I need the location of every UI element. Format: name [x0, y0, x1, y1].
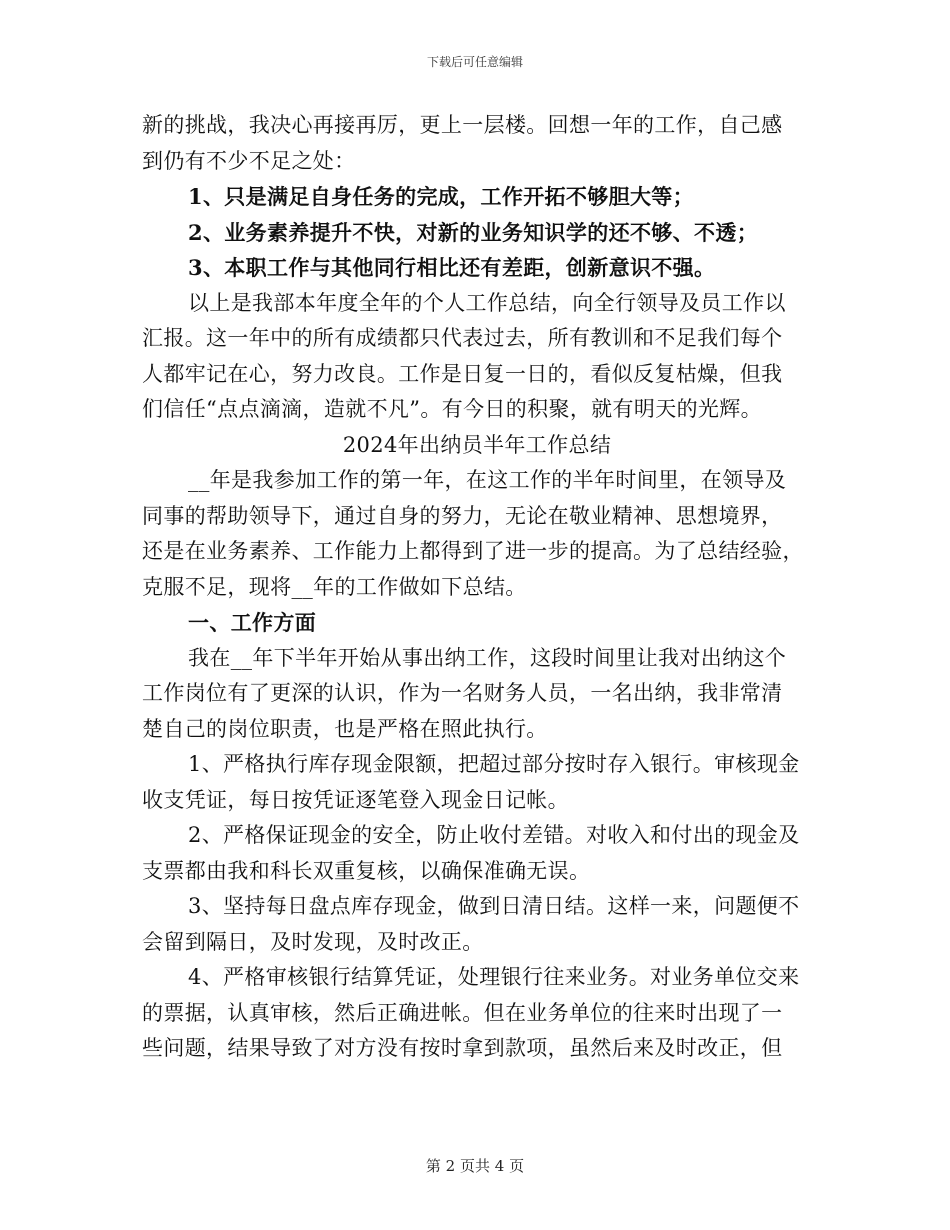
- page-footer: 第 2 页共 4 页: [425, 1157, 525, 1175]
- body-line: 们信任“点点滴滴，造就不凡”。有今日的积聚，就有明天的光辉。: [142, 397, 762, 421]
- body-line: __年是我参加工作的第一年，在这工作的半年时间里，在领导及: [188, 468, 787, 492]
- body-line: 汇报。这一年中的所有成绩都只代表过去，所有教训和不足我们每个: [142, 326, 783, 350]
- body-line: 克服不足，现将__年的工作做如下总结。: [142, 574, 527, 599]
- body-line: 我在__年下半年开始从事出纳工作，这段时间里让我对出纳这个: [188, 645, 787, 670]
- page-header: 下载后可任意编辑: [426, 55, 523, 69]
- section-title: 2024年出纳员半年工作总结: [342, 432, 612, 457]
- body-line: 楚自己的岗位职责，也是严格在照此执行。: [142, 716, 548, 741]
- body-line: 还是在业务素养、工作能力上都得到了进一步的提高。为了总结经验，: [142, 539, 804, 563]
- body-line: 支票都由我和科长双重复核，以确保准确无误。: [142, 858, 591, 883]
- body-line: 4、严格审核银行结算凭证，处理银行往来业务。对业务单位交来: [188, 965, 800, 989]
- body-line: 到仍有不少不足之处：: [142, 148, 356, 173]
- subsection-heading: 一、工作方面: [188, 610, 317, 635]
- list-item-bold: 1、只是满足自身任务的完成，工作开拓不够胆大等；: [188, 184, 695, 209]
- body-line: 1、严格执行库存现金限额，把超过部分按时存入银行。审核现金: [188, 752, 800, 776]
- document-body: [142, 108, 812, 1067]
- body-line: 的票据，认真审核，然后正确进帐。但在业务单位的往来时出现了一: [142, 1000, 783, 1025]
- body-line: 2、严格保证现金的安全，防止收付差错。对收入和付出的现金及: [188, 823, 800, 847]
- body-line: 同事的帮助领导下，通过自身的努力，无论在敬业精神、思想境界，: [142, 503, 783, 528]
- body-line: 人都牢记在心，努力改良。工作是日复一日的，看似反复枯燥，但我: [142, 361, 783, 386]
- list-item-bold: 2、业务素养提升不快，对新的业务知识学的还不够、不透；: [188, 219, 759, 245]
- body-line: 3、坚持每日盘点库存现金，做到日清日结。这样一来，问题便不: [188, 894, 800, 918]
- body-line: 收支凭证，每日按凭证逐笔登入现金日记帐。: [142, 787, 569, 812]
- body-line: 工作岗位有了更深的认识，作为一名财务人员，一名出纳，我非常清: [142, 681, 783, 705]
- body-line: 新的挑战，我决心再接再厉，更上一层楼。回想一年的工作，自己感: [142, 113, 783, 137]
- body-line: 以上是我部本年度全年的个人工作总结，向全行领导及员工作以: [188, 290, 786, 315]
- body-line: 些问题，结果导致了对方没有按时拿到款项，虽然后来及时改正，但: [142, 1036, 783, 1060]
- body-line: 会留到隔日，及时发现，及时改正。: [142, 929, 484, 954]
- list-item-bold: 3、本职工作与其他同行相比还有差距，创新意识不强。: [188, 255, 716, 280]
